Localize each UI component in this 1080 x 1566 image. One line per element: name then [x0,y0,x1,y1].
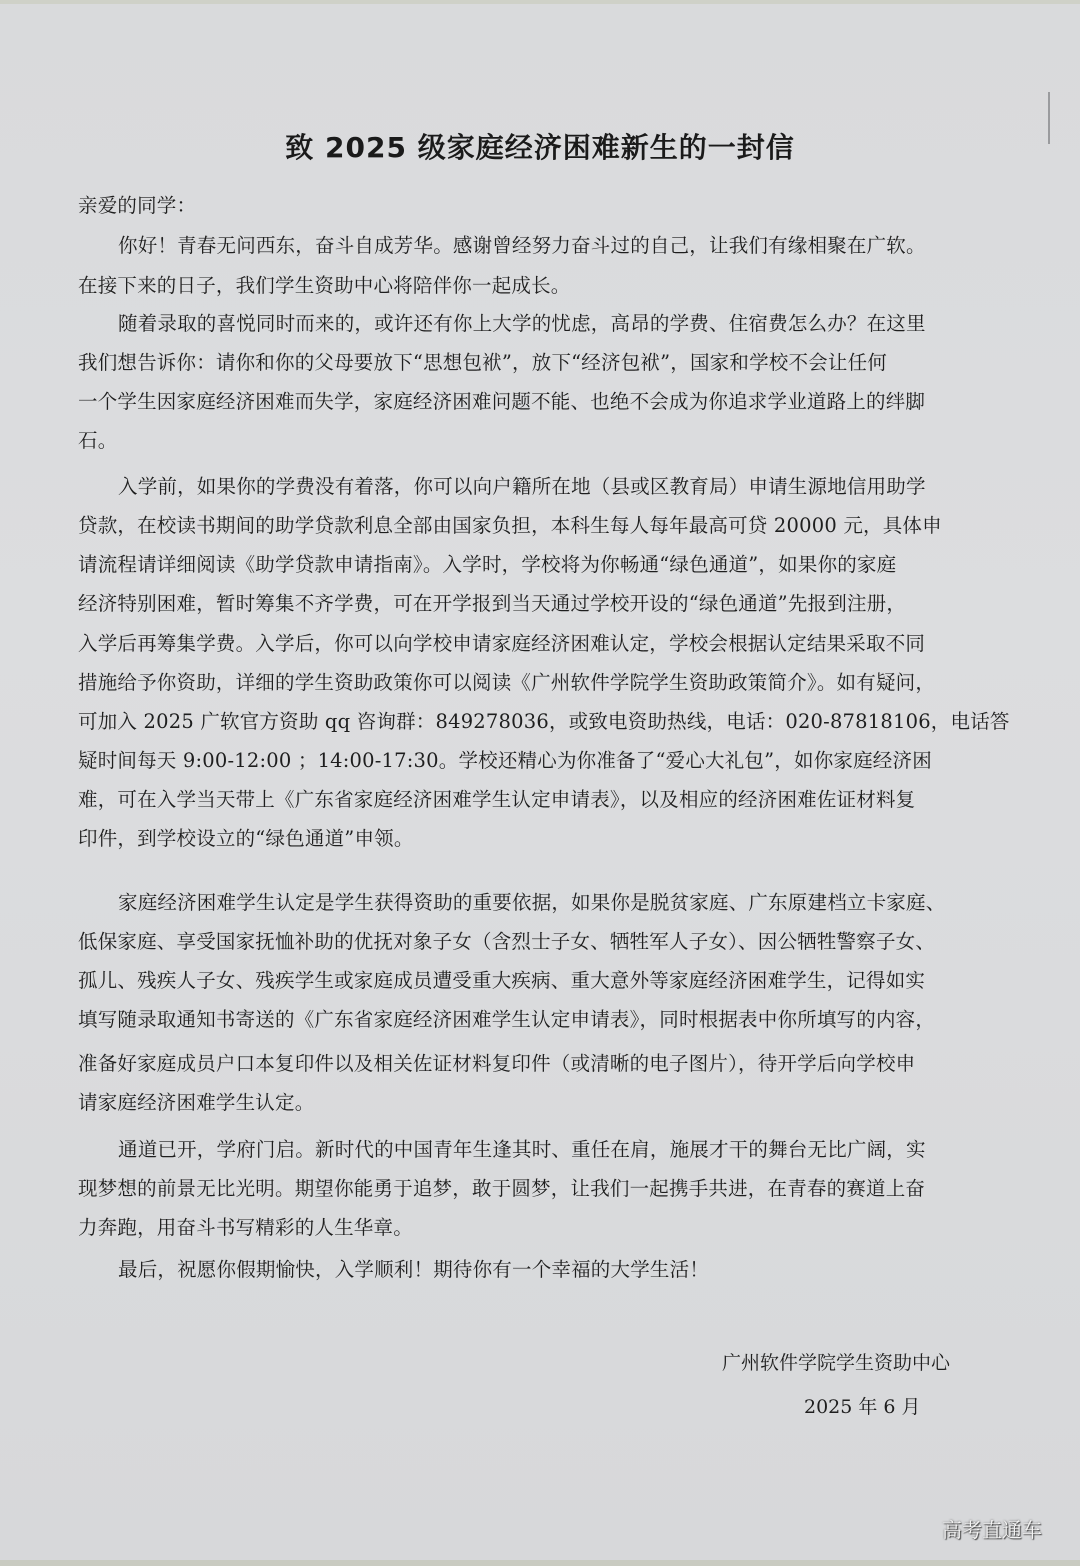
letter-line: 准备好家庭成员户口本复印件以及相关佐证材料复印件（或清晰的电子图片），待开学后向学校申 [78,1052,916,1075]
letter-line: 随着录取的喜悦同时而来的，或许还有你上大学的忧虑，高昂的学费、住宿费怎么办？在这里 [118,312,926,335]
letter-line: 经济特别困难，暂时筹集不齐学费，可在开学报到当天通过学校开设的“绿色通道”先报到注册， [78,592,907,615]
letter-line: 现梦想的前景无比光明。期望你能勇于追梦，敢于圆梦，让我们一起携手共进，在青春的赛道上奋 [78,1177,926,1200]
letter-line: 我们想告诉你：请你和你的父母要放下“思想包袱”，放下“经济包袱”，国家和学校不会让任何 [78,351,887,374]
watermark-text: 高考直通车 [942,1518,1042,1542]
letter-line: 最后，祝愿你假期愉快，入学顺利！期待你有一个幸福的大学生活！ [118,1258,710,1281]
letter-line: 你好！青春无问西东，奋斗自成芳华。感谢曾经努力奋斗过的自己，让我们有缘相聚在广软。 [118,234,926,257]
letter-line: 低保家庭、享受国家抚恤补助的优抚对象子女（含烈士子女、牺牲军人子女）、因公牺牲警察子女、 [78,930,936,953]
signature-organization: 广州软件学院学生资助中心 [722,1352,951,1374]
letter-line: 难，可在入学当天带上《广东省家庭经济困难学生认定申请表》，以及相应的经济困难佐证材料复 [78,788,916,811]
letter-line: 请家庭经济困难学生认定。 [78,1091,315,1114]
letter-line: 入学前，如果你的学费没有着落，你可以向户籍所在地（县或区教育局）申请生源地信用助学 [118,475,926,498]
letter-line: 石。 [78,429,118,452]
signature-date: 2025 年 6 月 [804,1396,921,1418]
letter-line: 疑时间每天 9:00-12:00 ；14:00-17:30。学校还精心为你准备了“爱心大礼包”，如你家庭经济困 [78,749,932,772]
letter-line: 在接下来的日子，我们学生资助中心将陪伴你一起成长。 [78,274,571,297]
letter-line: 填写随录取通知书寄送的《广东省家庭经济困难学生认定申请表》，同时根据表中你所填写的内容， [78,1008,936,1031]
letter-line: 家庭经济困难学生认定是学生获得资助的重要依据，如果你是脱贫家庭、广东原建档立卡家庭、 [118,891,946,914]
paper-bottom-edge [0,1560,1080,1566]
letter-line: 措施给予你资助，详细的学生资助政策你可以阅读《广州软件学院学生资助政策简介》。如有疑问， [78,671,936,694]
letter-line: 印件，到学校设立的“绿色通道”申领。 [78,827,414,850]
letter-line: 通道已开，学府门启。新时代的中国青年生逢其时、重任在肩，施展才干的舞台无比广阔，实 [118,1138,926,1161]
letter-line: 入学后再筹集学费。入学后，你可以向学校申请家庭经济困难认定，学校会根据认定结果采取不同 [78,632,926,655]
paper-top-edge [0,0,1080,4]
letter-salutation: 亲爱的同学： [78,194,197,217]
letter-line: 可加入 2025 广软官方资助 qq 咨询群：849278036，或致电资助热线，电话：020-87818106，电话答 [78,710,1010,733]
letter-title: 致 2025 级家庭经济困难新生的一封信 [285,131,795,164]
letter-line: 贷款，在校读书期间的助学贷款利息全部由国家负担，本科生每人每年最高可贷 20000 元，具体申 [78,514,942,537]
letter-line: 力奔跑，用奋斗书写精彩的人生华章。 [78,1216,413,1239]
letter-line: 一个学生因家庭经济困难而失学，家庭经济困难问题不能、也绝不会成为你追求学业道路上的绊脚 [78,390,926,413]
letter-line: 请流程请详细阅读《助学贷款申请指南》。入学时，学校将为你畅通“绿色通道”，如果你的家庭 [78,553,897,576]
letter-line: 孤儿、残疾人子女、残疾学生或家庭成员遭受重大疾病、重大意外等家庭经济困难学生，记得如实 [78,969,926,992]
